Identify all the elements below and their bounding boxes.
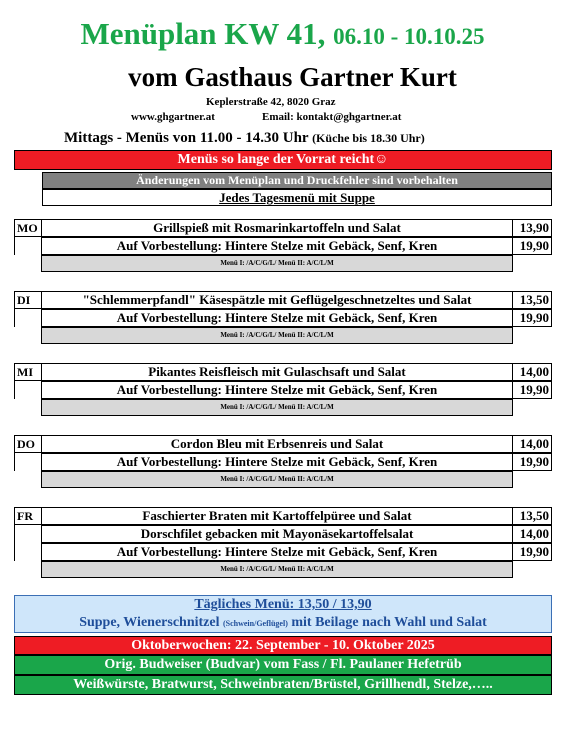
email-link[interactable]: Email: kontakt@ghgartner.at [262,111,402,123]
dish-row [14,237,552,255]
dish-price: 13,50 [512,291,552,309]
allergen-info: Menü I: /A/C/G/L/ Menü II: A/C/L/M [41,399,513,416]
restaurant-name: vom Gasthaus Gartner Kurt [128,62,457,92]
day-block-mi [14,363,552,417]
day-spacer [14,453,42,471]
allergen-row [14,471,552,489]
allergen-row [14,327,552,345]
dish-name: Auf Vorbestellung: Hintere Stelze mit Gebäck, Senf, Kren [41,453,513,471]
allergen-row [14,399,552,417]
dish-row [14,291,552,309]
dish-name: Pikantes Reisfleisch mit Gulaschsaft und Salat [41,363,513,381]
dish-price: 19,90 [512,453,552,471]
dish-name: Auf Vorbestellung: Hintere Stelze mit Gebäck, Senf, Kren [41,237,513,255]
dish-name: "Schlemmerpfandl" Käsespätzle mit Geflügelgeschnetzeltes und Salat [41,291,513,309]
daily-menu-title: Tägliches Menü: 13,50 / 13,90 [194,597,372,612]
dish-price: 14,00 [512,525,552,543]
website-link[interactable]: www.ghgartner.at [131,111,215,123]
day-label: FR [14,507,42,525]
allergen-info: Menü I: /A/C/G/L/ Menü II: A/C/L/M [41,255,513,272]
dish-price: 13,90 [512,219,552,237]
day-label: DI [14,291,42,309]
day-block-di [14,291,552,345]
dish-name: Grillspieß mit Rosmarinkartoffeln und Salat [41,219,513,237]
dish-price: 19,90 [512,237,552,255]
dish-row [14,309,552,327]
allergen-info: Menü I: /A/C/G/L/ Menü II: A/C/L/M [41,561,513,578]
day-block-mo [14,219,552,273]
daily-menu-box [14,595,552,633]
dish-price: 19,90 [512,543,552,561]
dish-name: Faschierter Braten mit Kartoffelpüree und Salat [41,507,513,525]
dish-row [14,219,552,237]
menu-dates: 06.10 - 10.10.25 [333,24,485,49]
day-spacer [14,381,42,399]
address: Keplerstraße 42, 8020 Graz [206,96,336,108]
oktoberwochen-banner: Oktoberwochen: 22. September - 10. Oktober 2025 [14,636,552,655]
day-label: MO [14,219,42,237]
food-banner: Weißwürste, Bratwurst, Schweinbraten/Brüstel, Grillhendl, Stelze,….. [14,675,552,695]
menu-title: Menüplan KW 41, 06.10 - 10.10.25 [80,16,485,51]
day-spacer [14,525,42,543]
allergen-row [14,561,552,579]
daily-menu-description: Suppe, Wienerschnitzel (Schwein/Geflügel) mit Beilage nach Wahl und Salat [79,615,487,630]
dish-name: Auf Vorbestellung: Hintere Stelze mit Gebäck, Senf, Kren [41,543,513,561]
dish-row [14,507,552,525]
dish-row [14,453,552,471]
dish-price: 19,90 [512,309,552,327]
day-block-fr [14,507,552,579]
allergen-row [14,255,552,273]
soup-notice: Jedes Tagesmenü mit Suppe [42,189,552,206]
dish-price: 14,00 [512,435,552,453]
day-spacer [14,543,42,561]
kitchen-hours: (Küche bis 18.30 Uhr) [312,131,425,145]
dish-row [14,381,552,399]
opening-hours: Mittags - Menüs von 11.00 - 14.30 Uhr (Küche bis 18.30 Uhr) [64,130,425,146]
day-block-do [14,435,552,489]
day-label: MI [14,363,42,381]
dish-row [14,363,552,381]
dish-name: Dorschfilet gebacken mit Mayonäsekartoffelsalat [41,525,513,543]
allergen-info: Menü I: /A/C/G/L/ Menü II: A/C/L/M [41,471,513,488]
dish-row [14,543,552,561]
allergen-info: Menü I: /A/C/G/L/ Menü II: A/C/L/M [41,327,513,344]
dish-row [14,435,552,453]
day-spacer [14,309,42,327]
dish-row [14,525,552,543]
changes-notice: Änderungen vom Menüplan und Druckfehler sind vorbehalten [42,172,552,189]
dish-price: 14,00 [512,363,552,381]
day-spacer [14,237,42,255]
dish-price: 13,50 [512,507,552,525]
stock-notice: Menüs so lange der Vorrat reicht☺ [14,150,552,170]
dish-name: Auf Vorbestellung: Hintere Stelze mit Gebäck, Senf, Kren [41,309,513,327]
dish-name: Cordon Bleu mit Erbsenreis und Salat [41,435,513,453]
beer-banner: Orig. Budweiser (Budvar) vom Fass / Fl. Paulaner Hefetrüb [14,655,552,675]
dish-name: Auf Vorbestellung: Hintere Stelze mit Gebäck, Senf, Kren [41,381,513,399]
day-label: DO [14,435,42,453]
dish-price: 19,90 [512,381,552,399]
